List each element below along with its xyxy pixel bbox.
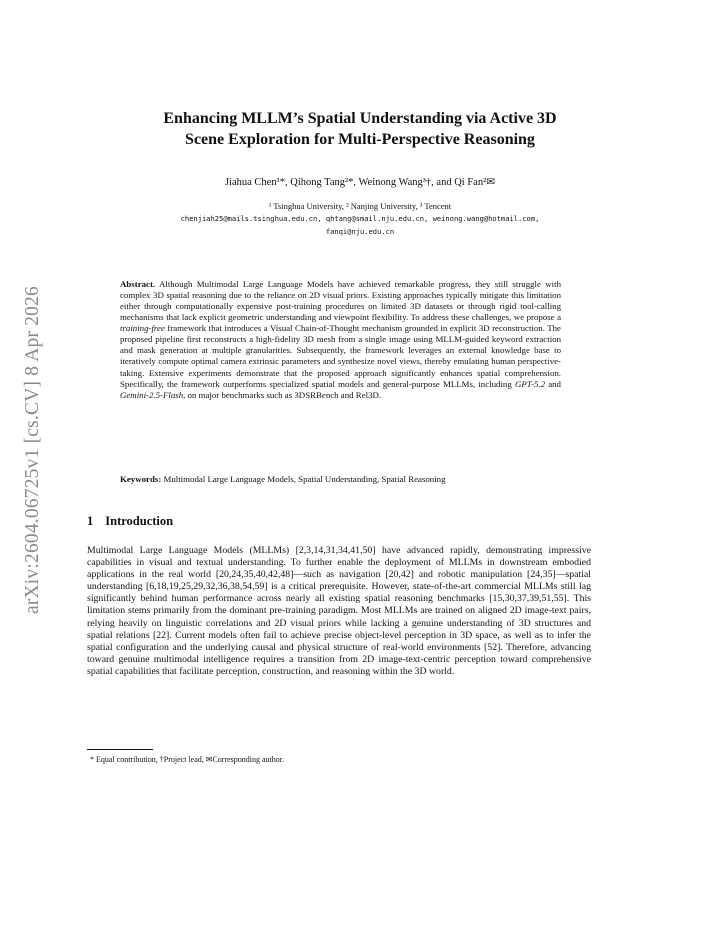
emails-line-1: chenjiah25@mails.tsinghua.edu.cn, qhtang@smail.nju.edu.cn, weinong.wang@hotmail.com, [180, 214, 540, 223]
arxiv-identifier-stamp: arXiv:2604.06725v1 [cs.CV] 8 Apr 2026 [22, 285, 43, 615]
abstract-italic-gpt: GPT-5.2 [514, 378, 546, 389]
abstract-text-1: Although Multimodal Large Language Models have achieved remarkable progress, they still struggle with complex 3D spatial reasoning due to the reliance on 2D visual priors. Existing approaches typically mitigate this limitation either through computationally expensive post-training procedures on limited 3D datasets or through rigid tool-calling mechanisms that lack explicit geometric understanding and viewpoint flexibility. To address these challenges, we propose a [120, 279, 561, 323]
abstract-and: and [548, 378, 561, 389]
emails-line-2: fanqi@nju.edu.cn [325, 226, 395, 236]
keywords-text: Multimodal Large Language Models, Spatial Understanding, Spatial Reasoning [163, 474, 446, 484]
author-list: Jiahua Chen¹*, Qihong Tang²*, Weinong Wang³†, and Qi Fan²✉ [224, 177, 496, 188]
paper-title [80, 108, 640, 150]
section-number: 1 [87, 514, 94, 528]
affiliations: ¹ Tsinghua University, ² Nanjing University, ³ Tencent [268, 201, 452, 211]
title-line-1: Enhancing MLLM’s Spatial Understanding via Active 3D [163, 110, 557, 127]
author-emails [70, 213, 650, 238]
footnote-divider [87, 749, 153, 750]
abstract-text-3: , on major benchmarks such as 3DSRBench and Rel3D. [183, 389, 382, 400]
abstract-text-2: framework that introduces a Visual Chain-of-Thought mechanism grounded in explicit 3D reconstruction. The proposed pipeline first reconstructs a high-fidelity 3D mesh from a single image using MLLM-guided keyword extraction and mask generation at multiple granularities. Subsequently, the framework leverages an external knowledge base to iteratively compute optimal camera extrinsic parameters and synthesize novel views, thereby emulating human perspective-taking. Extensive experiments demonstrate that the proposed approach significantly enhances spatial comprehension. Specifically, the framework outperforms specialized spatial models and general-purpose MLLMs, including [120, 323, 561, 389]
footnote: * Equal contribution, †Project lead, ✉Corresponding author. [90, 755, 284, 764]
title-line-2: Scene Exploration for Multi-Perspective Reasoning [185, 131, 535, 148]
introduction-paragraph: Multimodal Large Language Models (MLLMs) [2,3,14,31,34,41,50] have advanced rapidly, demonstrating impressive capabilities in visual and textual understanding. To further enable the deployment of MLLMs in downstream embodied applications in the real world [20,24,35,40,42,48]—such as navigation [20,42] and robotic manipulation [24,35]—spatial understanding [6,18,19,25,29,32,36,38,54,59] is a critical prerequisite. However, state-of-the-art commercial MLLMs still lag significantly behind human performance across nearly all existing spatial reasoning benchmarks [15,30,37,39,51,55]. This limitation stems primarily from the dominant pre-training paradigm. Most MLLMs are trained on aligned 2D image-text pairs, relying heavily on linguistic correlations and 2D visual priors while lacking a genuine understanding of 3D structures and spatial relations [22]. Current models often fail to achieve precise object-level perception in 3D space, as well as to infer the spatial configuration and the underlying causal and physical structure of real-world environments [52]. Therefore, advancing toward genuine multimodal intelligence requires a transition from 2D image-text-centric perception toward comprehensive spatial capabilities that facilitate perception, construction, and reasoning within the 3D world. [87, 545, 591, 677]
abstract-italic-gemini: Gemini-2.5-Flash [120, 389, 184, 400]
abstract-label: Abstract. [120, 279, 156, 289]
abstract-italic-training-free: training-free [120, 323, 165, 334]
keywords [120, 474, 561, 484]
keywords-label: Keywords: [120, 474, 162, 484]
abstract [120, 279, 561, 401]
section-heading-introduction [87, 514, 173, 529]
section-title: Introduction [105, 514, 174, 528]
